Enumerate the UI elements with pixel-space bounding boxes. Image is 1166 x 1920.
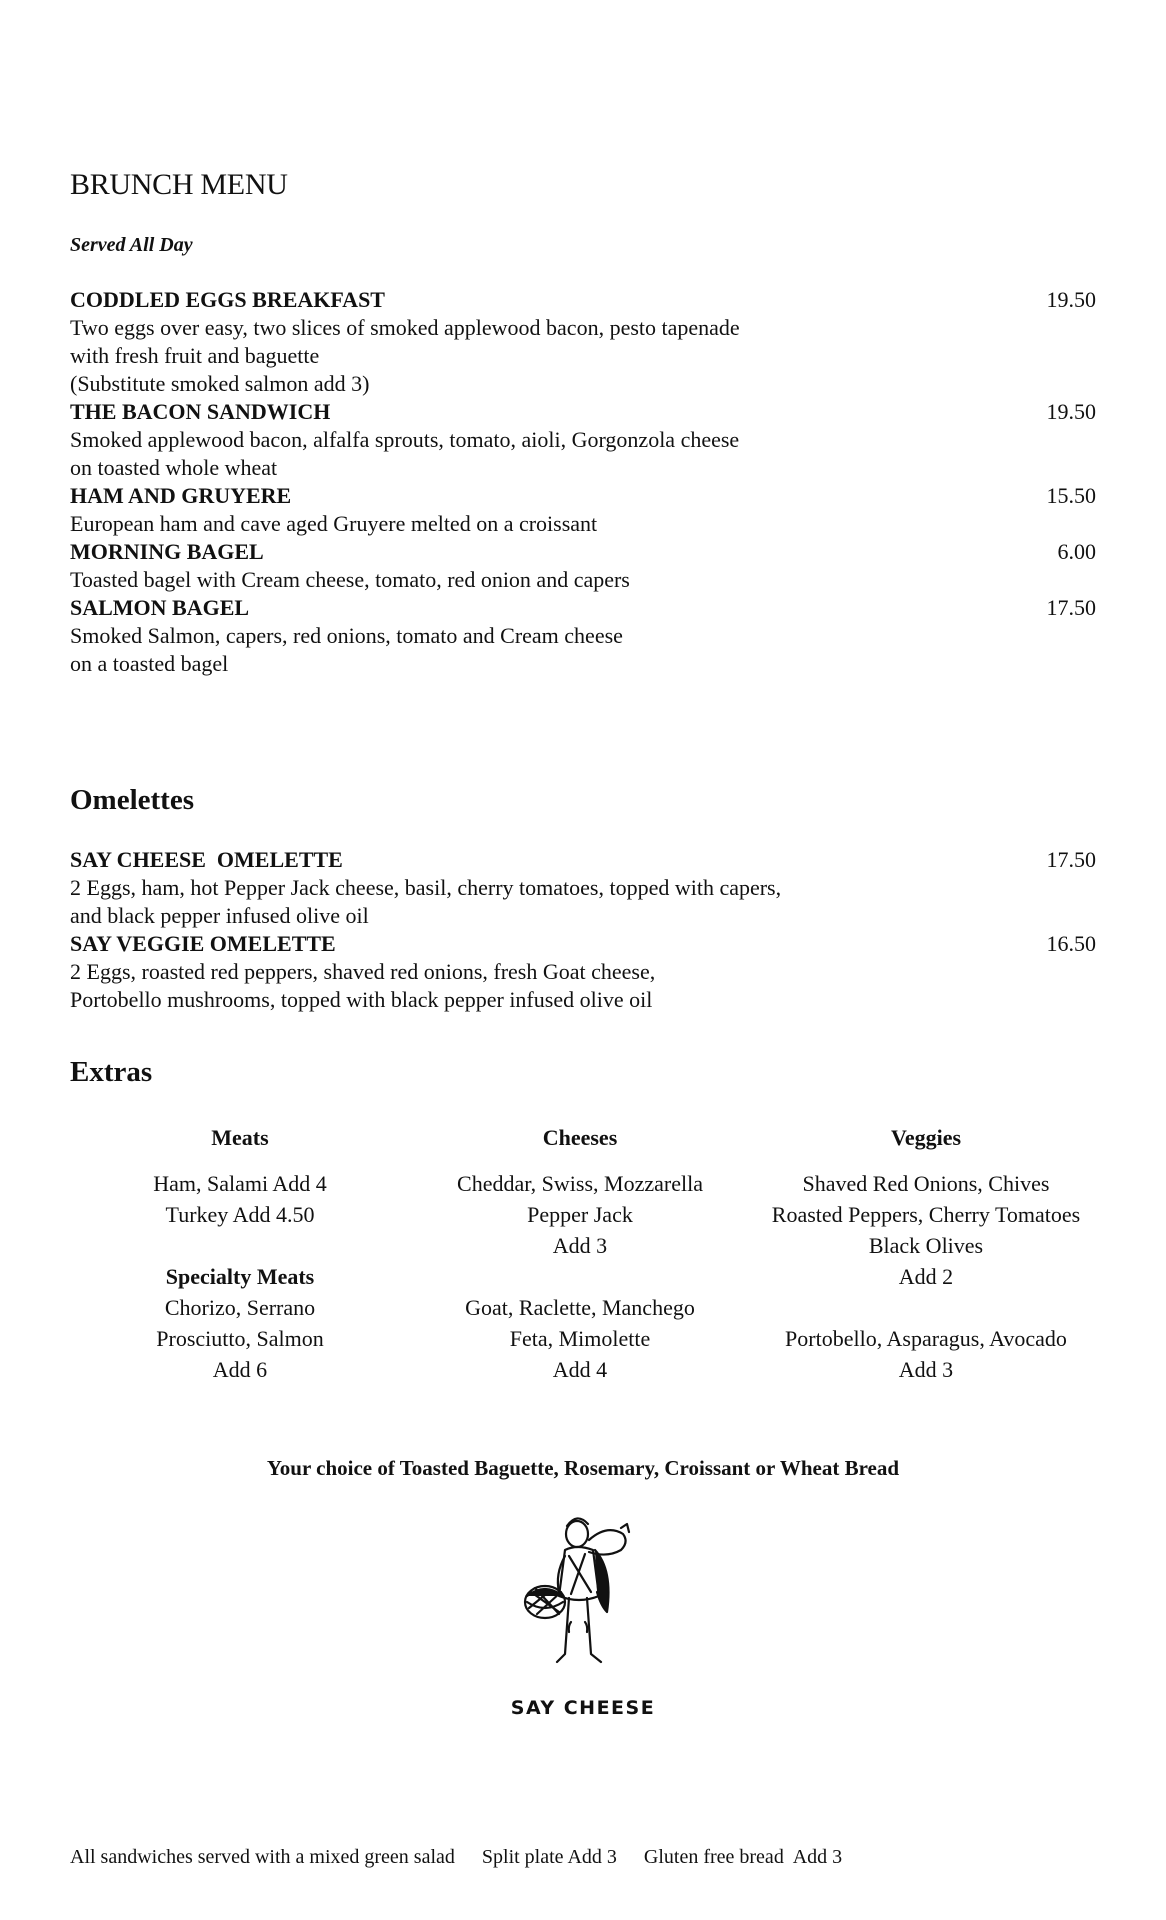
specialty-meats-line: Chorizo, Serrano bbox=[164, 1295, 316, 1320]
menu-item bbox=[70, 594, 1096, 622]
specialty-meats-line: Prosciutto, Salmon bbox=[156, 1326, 324, 1351]
item-description: 2 Eggs, roasted red peppers, shaved red onions, fresh Goat cheese, bbox=[70, 959, 656, 984]
item-price: 15.50 bbox=[1046, 483, 1096, 508]
meats-heading: Meats bbox=[211, 1125, 269, 1150]
item-description: with fresh fruit and baguette bbox=[70, 343, 320, 368]
menu-item bbox=[70, 538, 1096, 566]
cheeses-line: Pepper Jack bbox=[527, 1202, 633, 1227]
item-description: on toasted whole wheat bbox=[70, 455, 278, 480]
cheeses-line: Goat, Raclette, Manchego bbox=[465, 1295, 695, 1320]
logo-text: SAY CHEESE bbox=[510, 1697, 656, 1719]
veggies-column bbox=[746, 1122, 1106, 1385]
veggies-line: Shaved Red Onions, Chives bbox=[802, 1171, 1050, 1196]
veggies-line: Add 3 bbox=[898, 1357, 954, 1382]
veggies-line: Add 2 bbox=[898, 1264, 954, 1289]
footer-gluten-free: Gluten free bread Add 3 bbox=[643, 1846, 843, 1868]
extras-columns bbox=[70, 1122, 1096, 1382]
item-name: CODDLED EGGS BREAKFAST bbox=[70, 287, 385, 312]
item-description: Smoked Salmon, capers, red onions, tomato and Cream cheese bbox=[70, 623, 623, 648]
item-price: 19.50 bbox=[1046, 287, 1096, 312]
cheeses-line: Cheddar, Swiss, Mozzarella bbox=[457, 1171, 703, 1196]
omelette-items bbox=[70, 846, 1096, 1014]
meats-line: Turkey Add 4.50 bbox=[165, 1202, 315, 1227]
say-cheese-logo bbox=[483, 1512, 683, 1742]
veggies-heading: Veggies bbox=[890, 1125, 962, 1150]
item-price: 17.50 bbox=[1046, 595, 1096, 620]
item-name: SALMON BAGEL bbox=[70, 595, 250, 620]
veggies-line: Portobello, Asparagus, Avocado bbox=[785, 1326, 1067, 1351]
menu-page bbox=[70, 0, 1096, 1920]
item-description: and black pepper infused olive oil bbox=[70, 903, 369, 928]
menu-item bbox=[70, 482, 1096, 510]
item-description: Toasted bagel with Cream cheese, tomato, red onion and capers bbox=[70, 567, 630, 592]
item-name: MORNING BAGEL bbox=[70, 539, 264, 564]
menu-title: BRUNCH MENU bbox=[70, 168, 288, 201]
menu-item bbox=[70, 930, 1096, 958]
menu-subtitle: Served All Day bbox=[70, 234, 193, 256]
footer-note bbox=[70, 1846, 864, 1869]
item-description: Two eggs over easy, two slices of smoked applewood bacon, pesto tapenade bbox=[70, 315, 740, 340]
specialty-meats-line: Add 6 bbox=[212, 1357, 268, 1382]
cheeses-line: Feta, Mimolette bbox=[509, 1326, 651, 1351]
footer-split-plate: Split plate Add 3 bbox=[481, 1846, 617, 1868]
meats-column bbox=[60, 1122, 420, 1385]
item-description: European ham and cave aged Gruyere melted on a croissant bbox=[70, 511, 598, 536]
menu-item bbox=[70, 846, 1096, 874]
item-price: 6.00 bbox=[1057, 539, 1096, 564]
extras-heading: Extras bbox=[70, 1056, 153, 1088]
cheeses-heading: Cheeses bbox=[542, 1125, 618, 1150]
item-description: 2 Eggs, ham, hot Pepper Jack cheese, basil, cherry tomatoes, topped with capers, bbox=[70, 875, 782, 900]
item-price: 16.50 bbox=[1046, 931, 1096, 956]
cheeses-line: Add 4 bbox=[552, 1357, 608, 1382]
footer-salad-note: All sandwiches served with a mixed green salad bbox=[70, 1846, 455, 1868]
veggies-line: Roasted Peppers, Cherry Tomatoes bbox=[771, 1202, 1081, 1227]
cheeses-line: Add 3 bbox=[552, 1233, 608, 1258]
cheeses-column bbox=[400, 1122, 760, 1385]
item-name: SAY VEGGIE OMELETTE bbox=[70, 931, 336, 956]
item-description: on a toasted bagel bbox=[70, 651, 229, 676]
menu-item bbox=[70, 286, 1096, 314]
omelettes-heading: Omelettes bbox=[70, 784, 194, 816]
item-price: 17.50 bbox=[1046, 847, 1096, 872]
meats-line: Ham, Salami Add 4 bbox=[153, 1171, 327, 1196]
item-name: HAM AND GRUYERE bbox=[70, 483, 292, 508]
item-description: Smoked applewood bacon, alfalfa sprouts, tomato, aioli, Gorgonzola cheese bbox=[70, 427, 740, 452]
brunch-items bbox=[70, 286, 1096, 678]
menu-item bbox=[70, 398, 1096, 426]
cheese-seller-icon bbox=[521, 1512, 645, 1692]
item-name: THE BACON SANDWICH bbox=[70, 399, 331, 424]
veggies-line: Black Olives bbox=[868, 1233, 984, 1258]
bread-choice: Your choice of Toasted Baguette, Rosemary, Croissant or Wheat Bread bbox=[266, 1456, 900, 1480]
item-description: (Substitute smoked salmon add 3) bbox=[70, 371, 370, 396]
item-price: 19.50 bbox=[1046, 399, 1096, 424]
specialty-meats-heading: Specialty Meats bbox=[165, 1264, 315, 1289]
item-description: Portobello mushrooms, topped with black pepper infused olive oil bbox=[70, 987, 653, 1012]
item-name: SAY CHEESE OMELETTE bbox=[70, 847, 343, 872]
